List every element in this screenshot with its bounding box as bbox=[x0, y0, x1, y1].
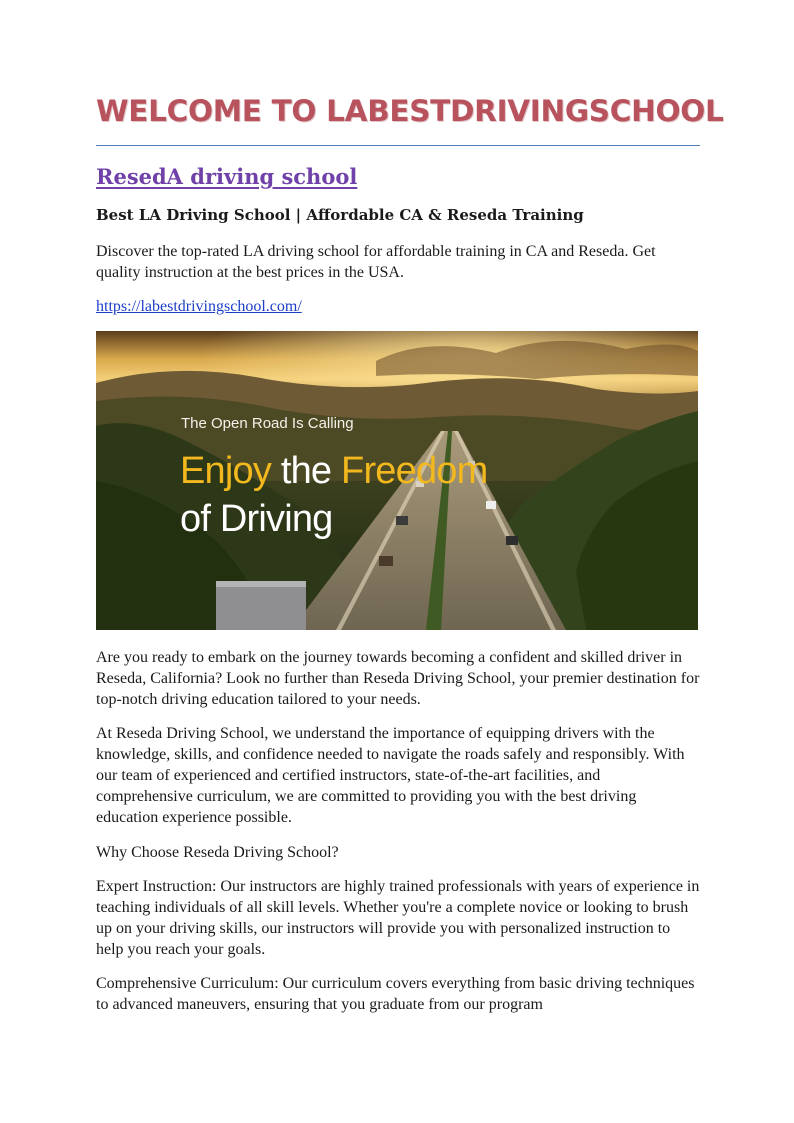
hero-headline bbox=[180, 449, 488, 493]
hero-headline-line2: of Driving bbox=[180, 498, 333, 540]
intro-paragraph: Discover the top-rated LA driving school for affordable training in CA and Reseda. Get quality instruction at the best prices in the USA. bbox=[96, 243, 656, 281]
tagline: Best LA Driving School | Affordable CA & Reseda Training bbox=[96, 206, 584, 224]
section-heading[interactable]: ResedA driving school bbox=[96, 164, 358, 189]
website-link[interactable]: https://labestdrivingschool.com/ bbox=[96, 298, 302, 315]
hero-headline-enjoy: Enjoy bbox=[180, 450, 272, 492]
title-divider bbox=[96, 145, 700, 146]
body-paragraph-1: Are you ready to embark on the journey towards becoming a confident and skilled driver in Reseda, California? Look no further than Reseda Driving School, your premier destination for top-notch driving education tailored to your needs. bbox=[96, 649, 700, 708]
page-title: WELCOME TO LABESTDRIVINGSCHOOL bbox=[96, 94, 724, 128]
body-paragraph-3: Why Choose Reseda Driving School? bbox=[96, 844, 339, 861]
body-paragraph-4: Expert Instruction: Our instructors are highly trained professionals with years of experience in teaching individuals of all skill levels. Whether you're a complete novice or looking to brush up on your driving skills, our instructors will provide you with personalized instruction to help you reach your goals. bbox=[96, 878, 700, 958]
body-paragraph-5: Comprehensive Curriculum: Our curriculum covers everything from basic driving techniques to advanced maneuvers, ensuring that you graduate from our program bbox=[96, 975, 695, 1013]
hero-headline-the: the bbox=[280, 450, 332, 492]
hero-banner-image bbox=[96, 331, 698, 630]
hero-headline-freedom: Freedom bbox=[341, 450, 488, 492]
body-paragraph-2: At Reseda Driving School, we understand the importance of equipping drivers with the knowledge, skills, and confidence needed to navigate the roads safely and responsibly. With our team of experienced and certified instructors, state-of-the-art facilities, and comprehensive curriculum, we are committed to providing you with the best driving education experience possible. bbox=[96, 725, 685, 826]
hero-kicker: The Open Road Is Calling bbox=[181, 415, 354, 432]
